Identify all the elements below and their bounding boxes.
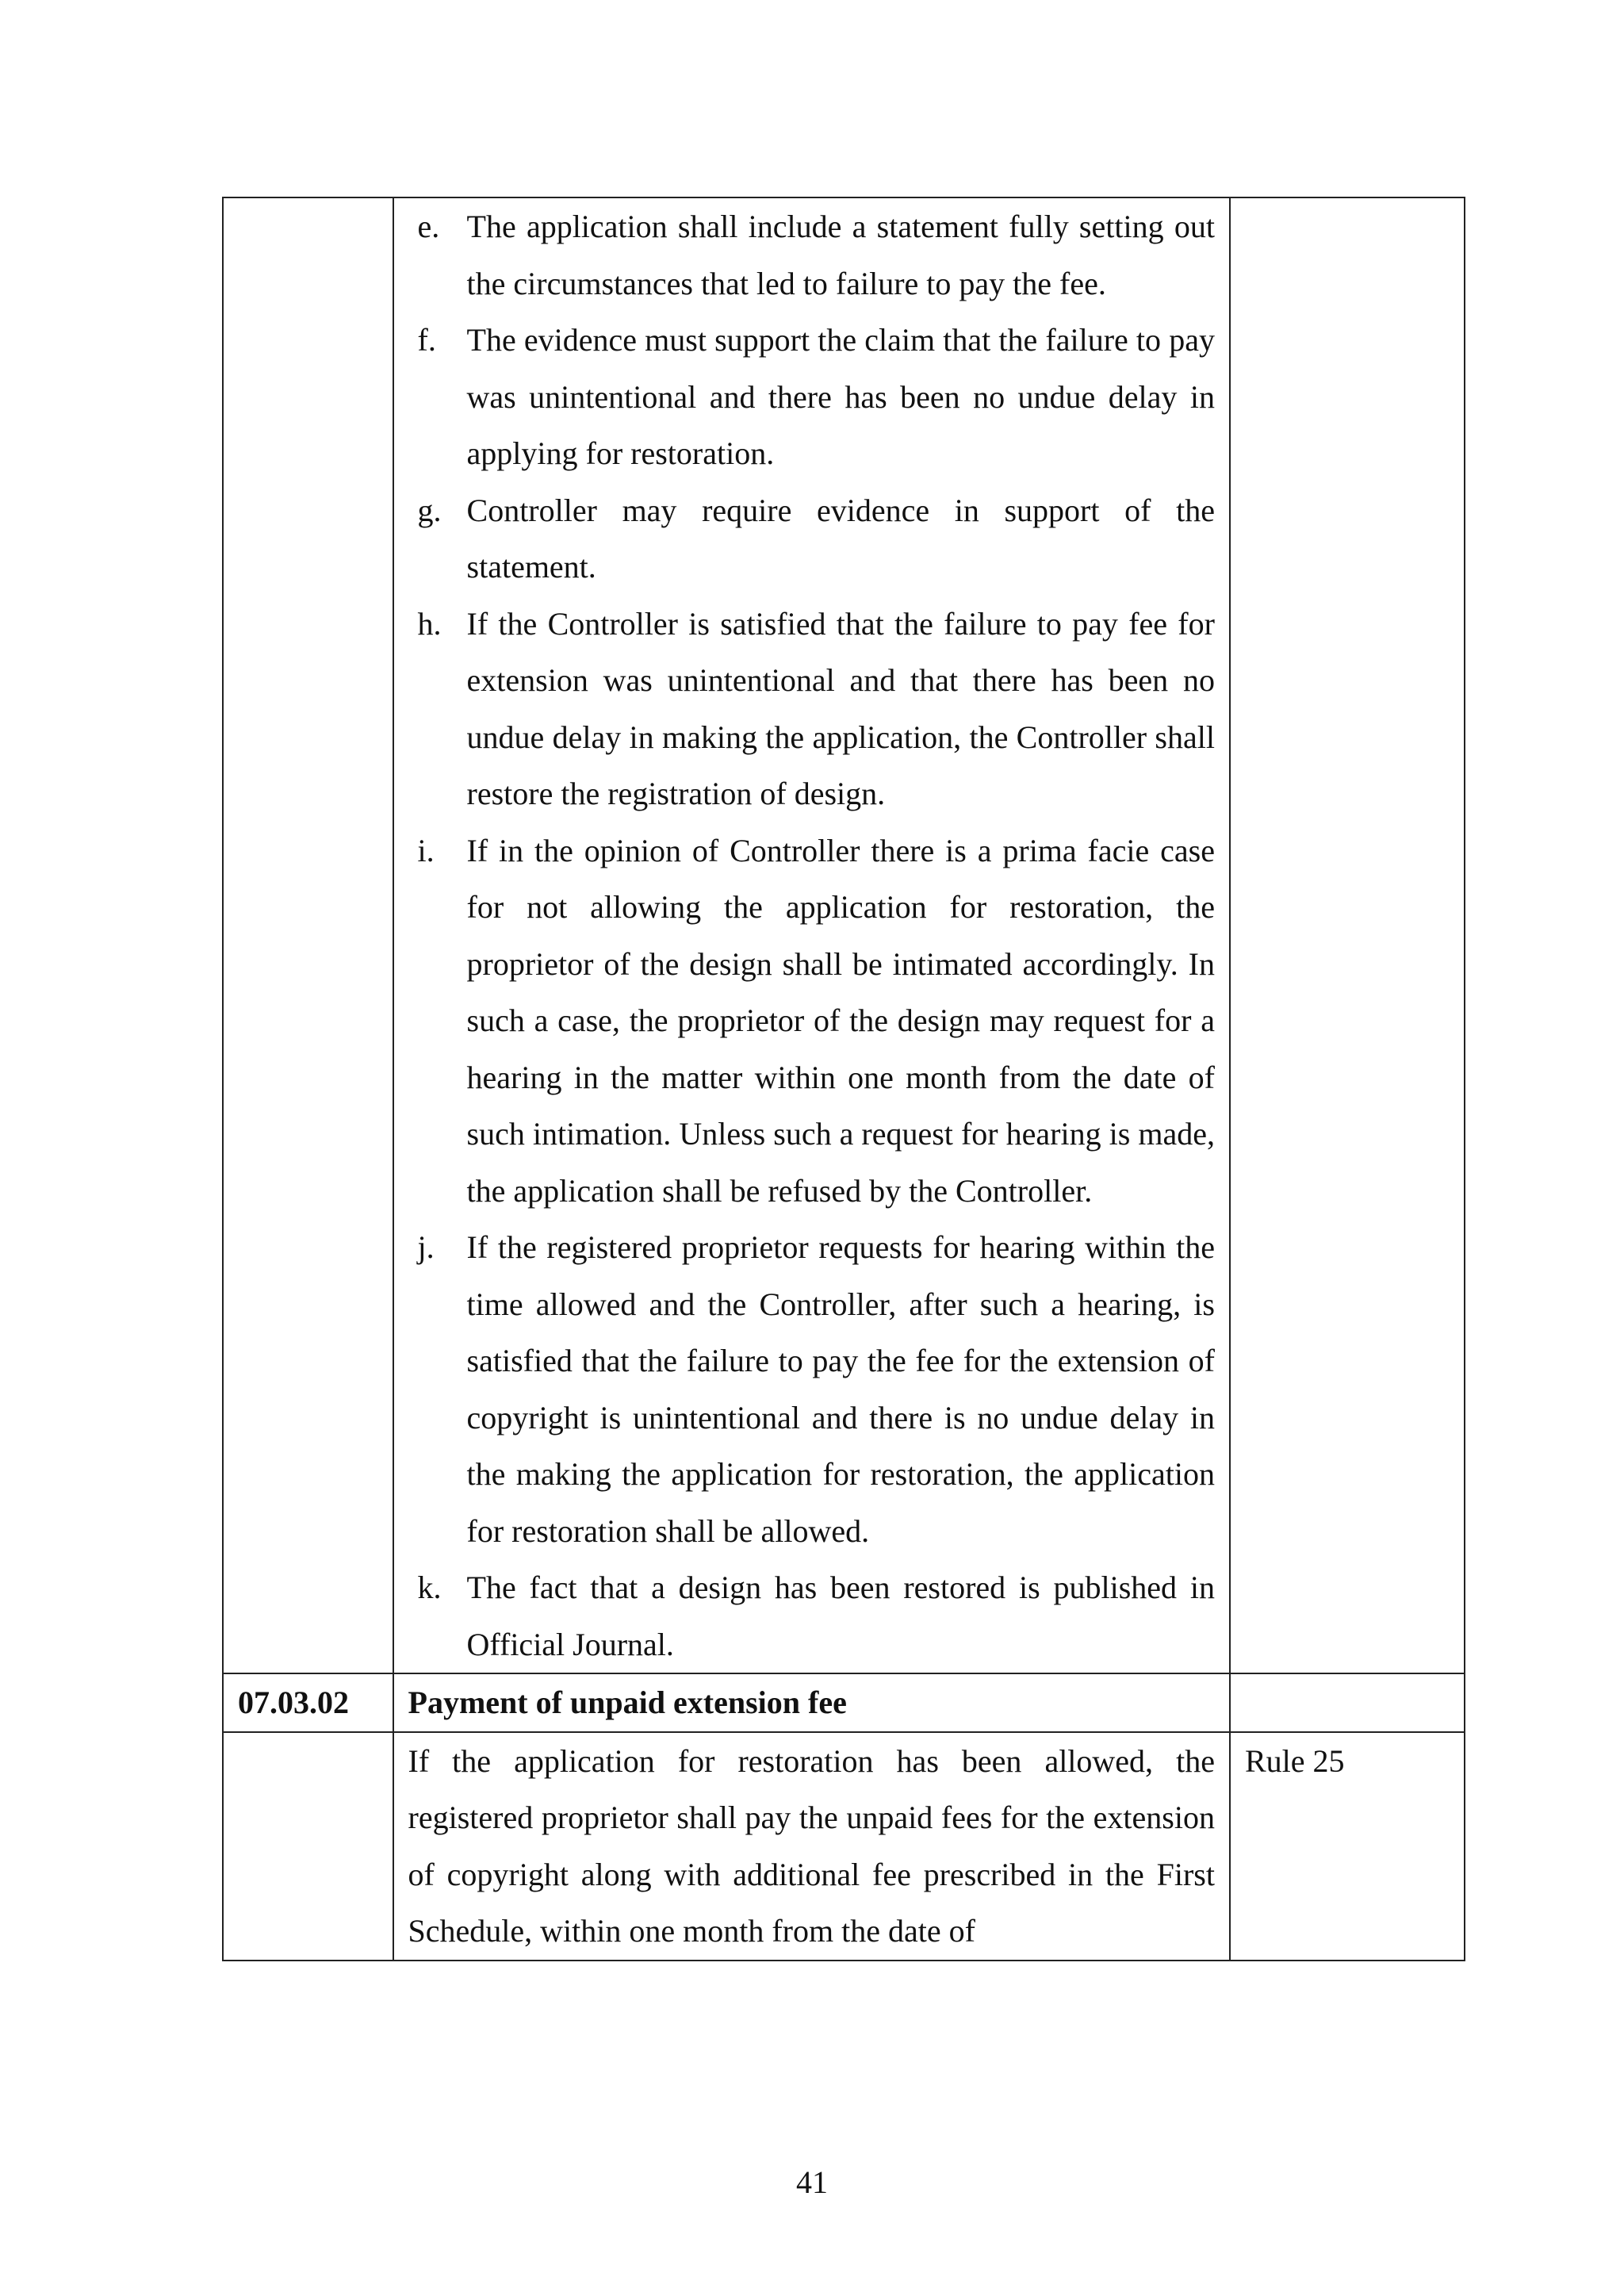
- list-item-letter: i.: [417, 832, 435, 868]
- rule-cell: [1230, 1673, 1465, 1732]
- table-row: [223, 1673, 1465, 1732]
- rule-cell: [1230, 197, 1465, 1673]
- list-item: [408, 482, 1215, 596]
- section-heading: Payment of unpaid extension fee: [393, 1673, 1230, 1732]
- list-item-letter: j.: [417, 1229, 435, 1265]
- page-number: 41: [796, 2164, 828, 2200]
- list-item-letter: e.: [417, 209, 440, 244]
- list-item: [408, 596, 1215, 822]
- document-table: [222, 197, 1465, 1961]
- list-item-letter: f.: [417, 322, 436, 358]
- list-item-text: Controller may require evidence in support of the statement.: [466, 492, 1215, 585]
- list-item: [408, 1219, 1215, 1559]
- lettered-list: [408, 198, 1215, 1673]
- list-item-text: The application shall include a statement fully setting out the circumstances that led to failure to pay the fee.: [466, 209, 1215, 301]
- list-item-letter: h.: [417, 605, 442, 642]
- list-item-text: The evidence must support the claim that the failure to pay was unintentional and there has been no undue delay in applying for restoration.: [466, 322, 1215, 471]
- section-number: 07.03.02: [223, 1673, 393, 1732]
- list-item: [408, 822, 1215, 1220]
- list-item: [408, 198, 1215, 312]
- list-item-letter: g.: [417, 492, 442, 528]
- list-item-text: The fact that a design has been restored is published in Official Journal.: [466, 1570, 1215, 1662]
- ref-cell: [223, 1732, 393, 1961]
- ref-cell: [223, 197, 393, 1673]
- paragraph-text: If the application for restoration has been allowed, the registered proprietor shall pay the unpaid fees for the extension of copyright along with additional fee prescribed in the First Schedule, within one month from the date of: [393, 1732, 1230, 1961]
- list-item-text: If the registered proprietor requests for hearing within the time allowed and the Controller, after such a hearing, is satisfied that the failure to pay the fee for the extension of copyright is unintentional and there is no undue delay in the making the application for restoration, the application for restoration shall be allowed.: [466, 1229, 1215, 1549]
- list-item: [408, 312, 1215, 482]
- table-row: [223, 1732, 1465, 1961]
- list-item-letter: k.: [417, 1570, 442, 1605]
- list-item-text: If the Controller is satisfied that the failure to pay fee for extension was unintentional and that there has been no undue delay in making the application, the Controller shall restore the registration of design.: [466, 605, 1215, 811]
- list-item: [408, 1559, 1215, 1673]
- table-row: [223, 197, 1465, 1673]
- list-item-text: If in the opinion of Controller there is a prima facie case for not allowing the application for restoration, the proprietor of the design shall be intimated accordingly. In such a case, the proprietor of the design may request for a hearing in the matter within one month from the date of such intimation. Unless such a request for hearing is made, the application shall be refused by the Controller.: [466, 832, 1215, 1209]
- rule-reference: Rule 25: [1230, 1732, 1465, 1961]
- list-cell: [393, 197, 1230, 1673]
